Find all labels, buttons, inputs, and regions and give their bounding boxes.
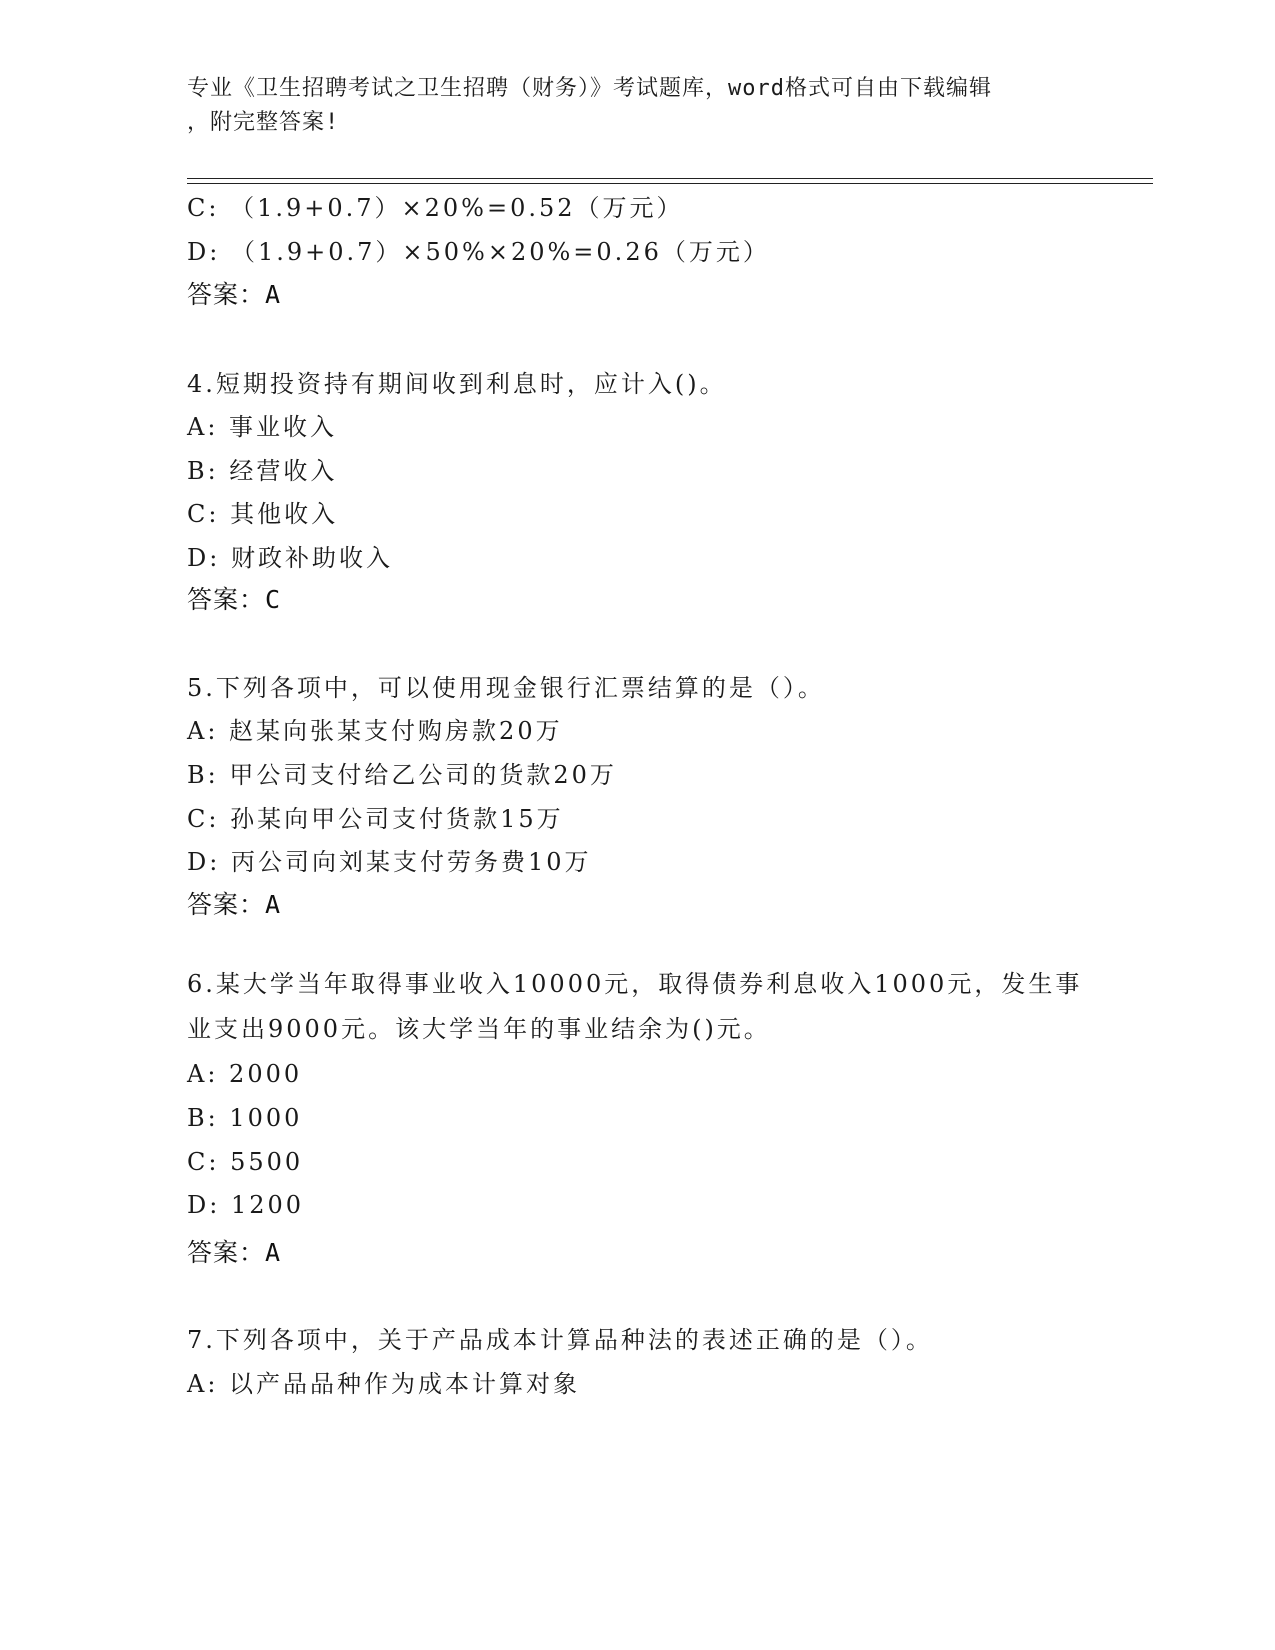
q4-option-d: D: 财政补助收入 xyxy=(187,544,393,572)
q6-option-b: B: 1000 xyxy=(187,1104,303,1132)
q4-answer: 答案：C xyxy=(187,585,282,614)
header-line-1: 专业《卫生招聘考试之卫生招聘（财务）》考试题库，word格式可自由下载编辑 xyxy=(187,76,992,101)
q6-answer: 答案：A xyxy=(187,1238,282,1267)
q7-text: 7.下列各项中，关于产品成本计算品种法的表述正确的是（）。 xyxy=(187,1326,933,1354)
q3-option-c: C: （1.9+0.7）×20%=0.52（万元） xyxy=(187,194,684,222)
q5-answer: 答案：A xyxy=(187,890,282,919)
q4-text: 4.短期投资持有期间收到利息时，应计入()。 xyxy=(187,370,727,398)
q4-option-a: A: 事业收入 xyxy=(187,413,338,441)
q4-option-c: C: 其他收入 xyxy=(187,500,339,528)
q7-option-a: A: 以产品品种作为成本计算对象 xyxy=(187,1370,581,1398)
q4-option-b: B: 经营收入 xyxy=(187,457,338,485)
q5-option-a: A: 赵某向张某支付购房款20万 xyxy=(187,717,563,745)
q3-option-d: D: （1.9+0.7）×50%×20%=0.26（万元） xyxy=(187,238,770,266)
q5-text: 5.下列各项中，可以使用现金银行汇票结算的是（）。 xyxy=(187,674,825,702)
q5-option-c: C: 孙某向甲公司支付货款15万 xyxy=(187,805,564,833)
header-divider-bottom xyxy=(187,183,1153,184)
header-line-2: ，附完整答案! xyxy=(187,110,340,135)
q6-option-d: D: 1200 xyxy=(187,1191,305,1219)
q5-option-d: D: 丙公司向刘某支付劳务费10万 xyxy=(187,848,592,876)
q6-text: 6.某大学当年取得事业收入10000元，取得债券利息收入1000元，发生事业支出9000元。该大学当年的事业结余为()元。 xyxy=(187,970,1083,1043)
q5-option-b: B: 甲公司支付给乙公司的货款20万 xyxy=(187,761,617,789)
document-header xyxy=(187,72,1067,140)
q3-answer: 答案：A xyxy=(187,280,282,309)
header-divider-top xyxy=(187,178,1153,179)
q6-option-a: A: 2000 xyxy=(187,1060,303,1088)
q6-option-c: C: 5500 xyxy=(187,1148,304,1176)
